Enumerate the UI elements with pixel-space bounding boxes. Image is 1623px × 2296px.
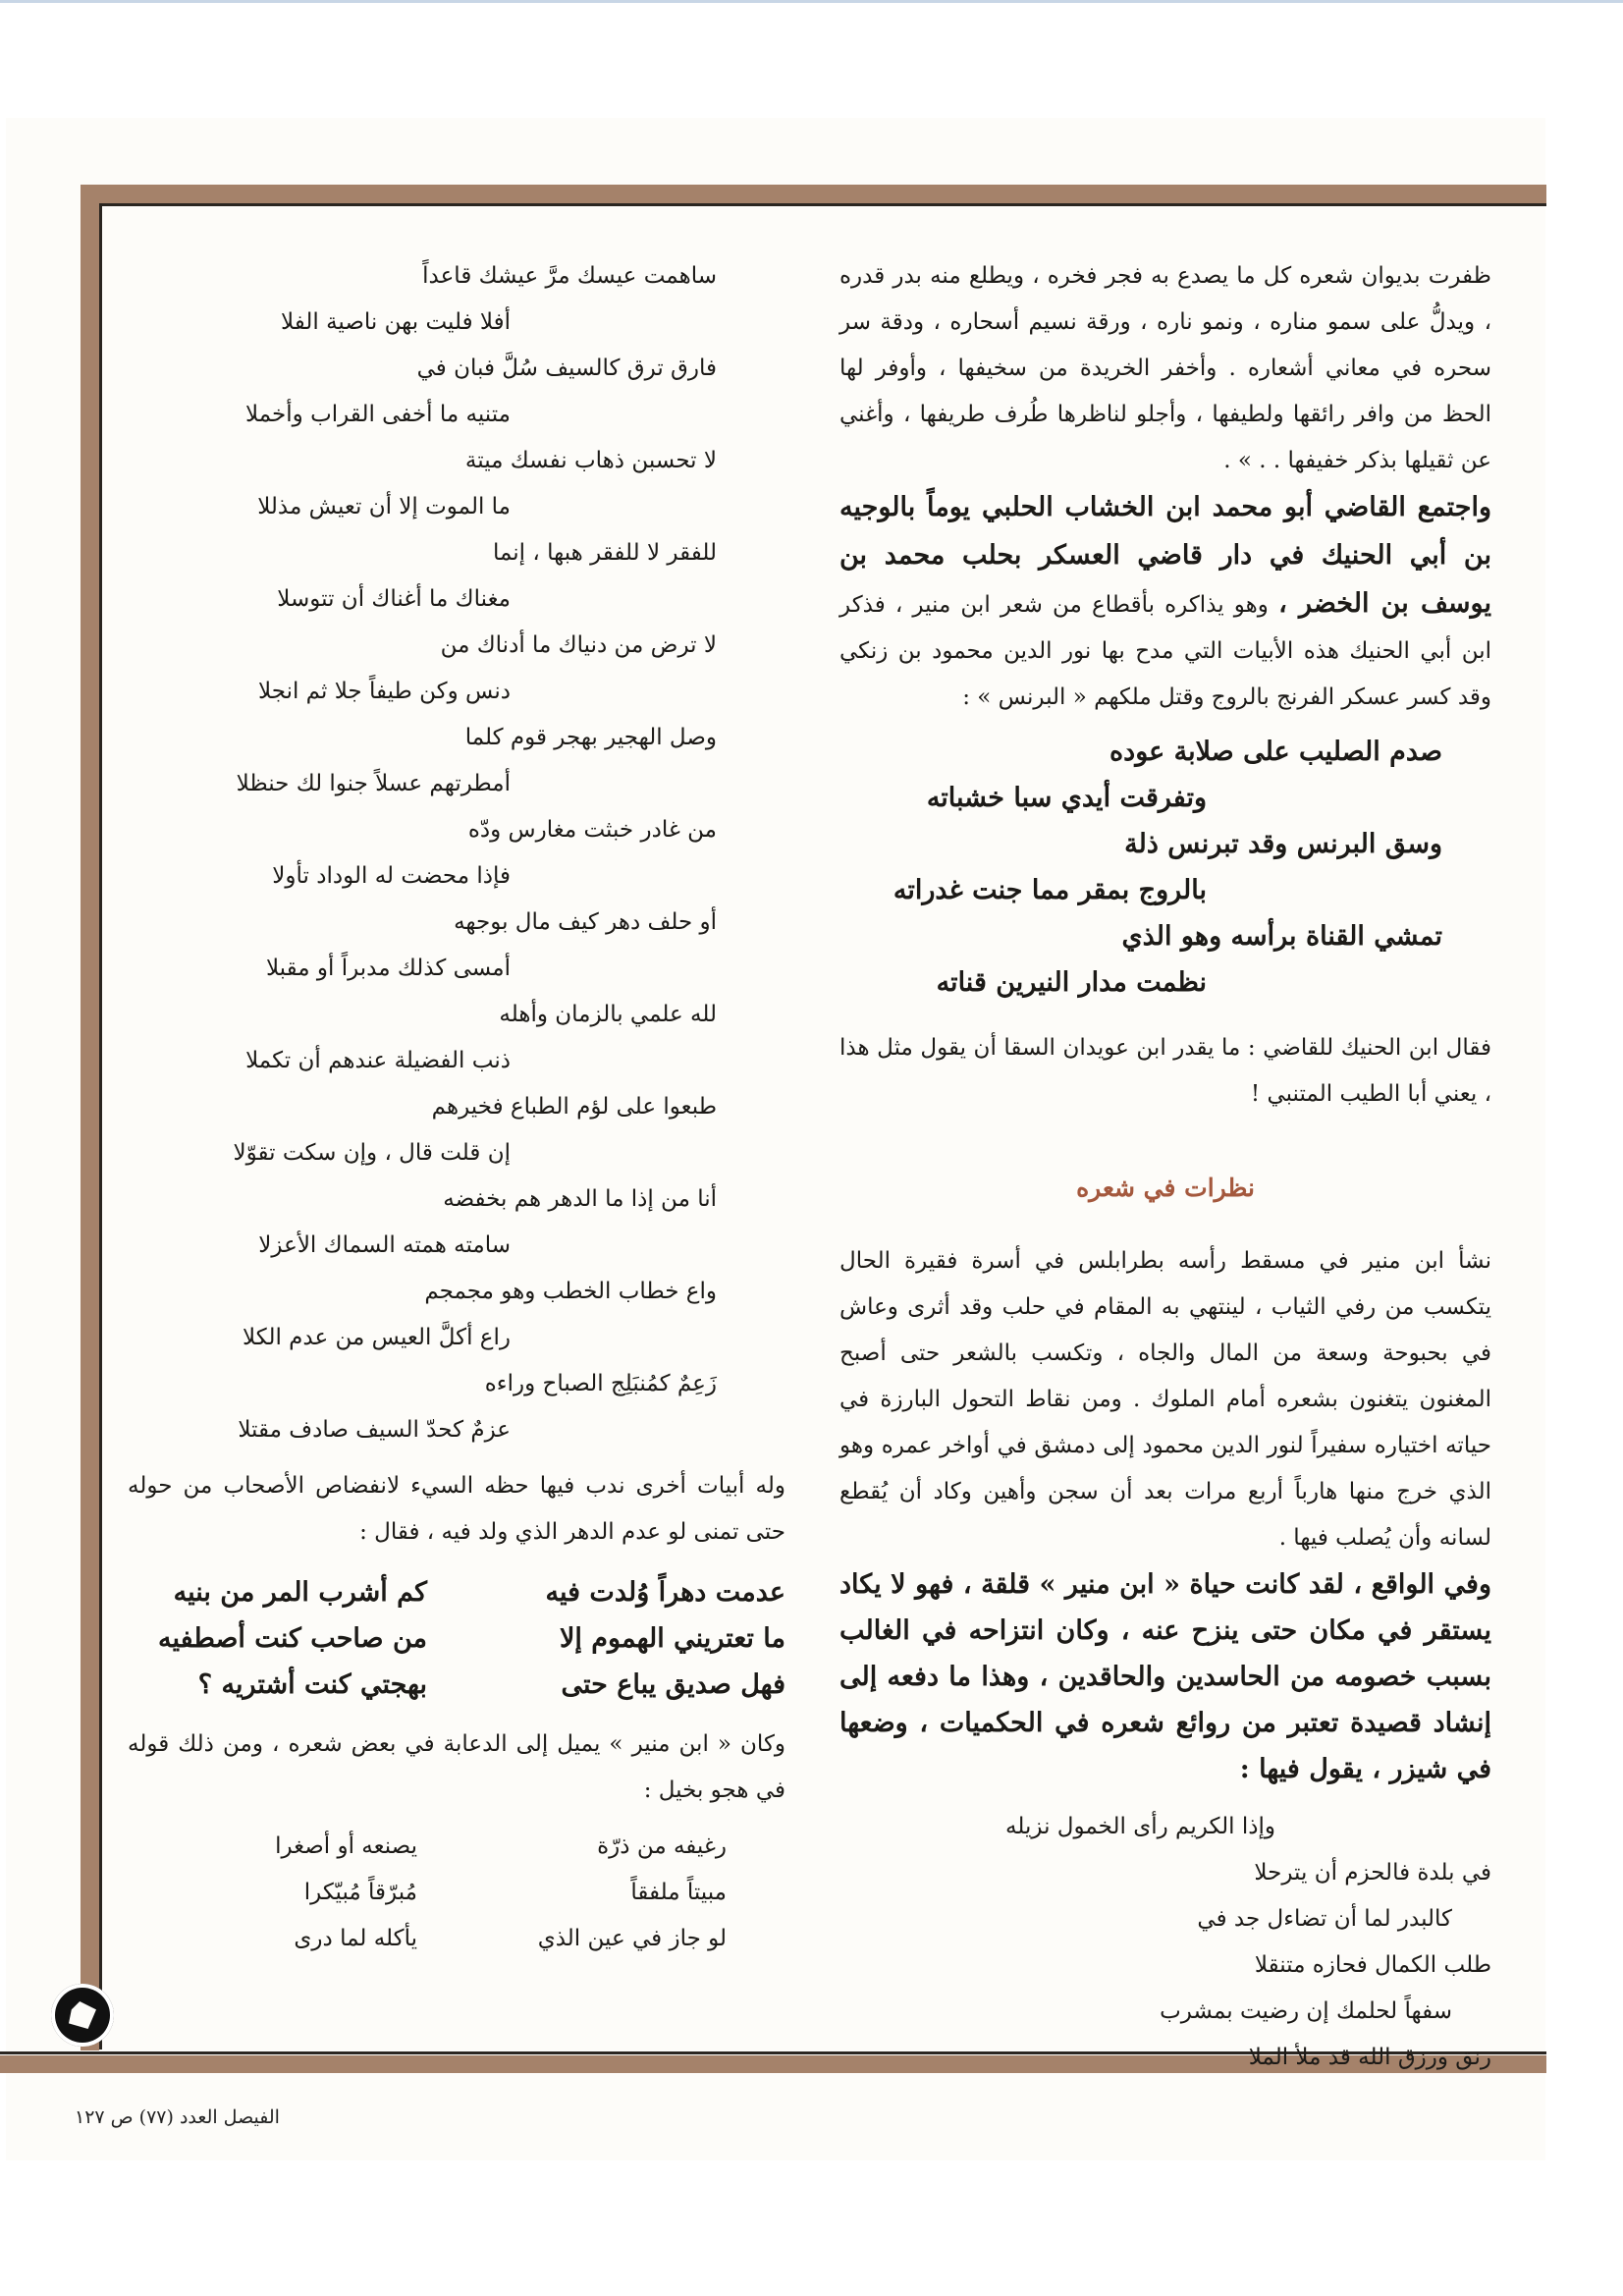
scan-top-edge [0,0,1623,3]
verse-line: عدمت دهراً وُلدت فيه [545,1577,785,1608]
verse-line: من صاحب كنت أصطفيه [158,1623,427,1654]
verse-line: طبعوا على لؤم الطباع فخيرهم [431,1094,717,1120]
verse-line: للفقر لا للفقر هبها ، إنما [492,540,717,566]
life-paragraph: نشأ ابن منير في مسقط رأسه بطرابلس في أسرة فقيرة الحال يتكسب من رفي الثياب ، لينتهي به المقام في حلب وقد أثرى وعاش في بحبوحة وسعة من المال والجاه ، وتكسب بالشعر حتى أصبح المغنون يتغنون بشعره أمام الملوك . ومن نقاط التحول البارزة في حياته اختياره سفيراً لنور الدين محمود إلى دمشق في أواخر عمره وهو الذي خرج منها هارباً أربع مرات بعد أن سجن وأهين وكاد أن يُقطع لسانه وأن يُصلب فيها . [839,1248,1491,1551]
page-frame-inner-top [99,203,1546,206]
page-footer: الفيصل العدد (٧٧) ص ١٢٧ [75,2106,280,2128]
verse-line: وإذا الكريم رأى الخمول نزيله [1005,1814,1275,1839]
verse-line: من غادر خبثت مغارس ودّه [467,817,717,843]
verse-line: مُبرّقاً مُبيّكرا [303,1880,417,1905]
poem-shayzar-continued [128,253,785,1453]
verse-line: زَعِمٌ كمُنبَلِج الصباح وراءه [484,1371,717,1396]
humor-intro: وكان « ابن منير » يميل إلى الدعابة في بعض شعره ، ومن ذلك قوله في هجو بخيل : [128,1731,785,1803]
reality-paragraph: وفي الواقع ، لقد كانت حياة « ابن منير » قلقة ، فهو لا يكاد يستقر في مكان حتى ينزح عنه ، وكان انتزاحه في الغالب بسبب خصومه من الحاسدين والحاقدين ، وهذا ما دفعه إلى إنشاد قصيدة تعتبر من روائع شعره في الحكميات ، وضعها في شيزر ، يقول فيها : [839,1569,1491,1784]
section-heading: نظرات في شعره [1076,1174,1255,1202]
other-verses-intro: وله أبيات أخرى ندب فيها حظه السيء لانفضاص الأصحاب من حوله حتى تمنى لو عدم الدهر الذي ولد فيه ، فقال : [128,1473,785,1545]
verse-line: عزمٌ كحدّ السيف صادف مقتلا [238,1417,511,1443]
meeting-bold: واجتمع القاضي أبو محمد ابن الخشاب الحلبي يوماً بالوجيه بن أبي الحنيك في دار قاضي العسكر بحلب محمد بن يوسف بن الخضر ، [839,492,1492,619]
verse-line: ما تعتريني الهموم إلا [560,1623,785,1654]
verse-line: دنس وكن طيفاً جلا ثم انجلا [258,679,511,704]
poem-miser [187,1824,727,1962]
qadi-reply: فقال ابن الحنيك للقاضي : ما يقدر ابن عويدان السقا أن يقول مثل هذا ، يعني أبا الطيب المتنبي ! [839,1035,1491,1107]
verse-line: رغيفه من ذرّة [597,1833,727,1859]
verse-line: صدم الصليب على صلابة عوده [1109,737,1442,767]
page-corner-emblem-icon [51,1984,114,2047]
verse-line: ذنب الفضيلة عندهم أن تكملا [245,1048,511,1073]
verse-line: لله علمي بالزمان وأهله [499,1002,717,1027]
verse-line: أفلا فليت بهن ناصية الفلا [281,309,511,335]
verse-line: راع أكلَّ العيس من عدم الكلا [243,1325,511,1350]
verse-line: فارق ترق كالسيف سُلَّ فبان في [416,355,717,381]
verse-line: أمسى كذلك مدبراً أو مقبلا [265,956,511,981]
intro-paragraph: ظفرت بديوان شعره كل ما يصدع به فجر فخره ، ويطلع منه بدر قدره ، ويدلُّ على سمو مناره ، ونمو ناره ، ورقة نسيم أسحاره ، ودقة سر سحره في معاني أشعاره . وأخفر الخريدة من سخيفها ، وأوفر لها الحظ من وافر رائقها ولطيفها ، وأجلو لناظرها طُرف طريفها ، وأغني عن ثقيلها بذكر خفيفها . . » . [839,263,1491,473]
verse-line: يصنعه أو أصغرا [275,1833,417,1859]
page-frame-inner-left [99,203,102,2050]
verse-line: بالروج بمقر مما جنت غدراته [893,875,1207,905]
verse-line: أو حلف دهر كيف مال بوجهه [454,909,717,935]
verse-line: مغناك ما أغناك أن تتوسلا [277,586,511,612]
verse-line: وتفرقت أيدي سبا خشباته [926,783,1207,813]
verse-line: نظمت مدار النيرين قناته [936,967,1207,998]
verse-line: واع خطاب الخطب وهو مجمجم [424,1279,717,1304]
verse-line: سفهاً لحلمك إن رضيت بمشرب [1160,1998,1452,2024]
verse-line: ساهمت عيسك مرَّ عيشك قاعداً [422,263,717,289]
verse-line: فإذا محضت له الوداد تأولا [272,863,511,889]
verse-line: كالبدر لما أن تضاءل جد في [1197,1906,1452,1932]
verse-line: لا تحسبن ذهاب نفسك ميتة [464,448,717,473]
verse-line: فهل صديق يباع حتى [561,1669,785,1700]
verse-line: في بلدة فالحزم أن يترحلا [1254,1860,1491,1886]
verse-line: إن قلت قال ، وإن سكت تقوّلا [233,1140,511,1166]
poem-shayzar [839,1804,1491,2081]
verse-line: ما الموت إلا أن تعيش مذللا [257,494,511,519]
verse-line: رنق ورزق الله قد ملأ الملا [1248,2045,1491,2070]
verse-line: كم أشرب المر من بنيه [173,1577,427,1608]
verse-line: سامته همته السماك الأعزلا [258,1232,511,1258]
verse-line: لا ترض من دنياك ما أدناك من [440,632,717,658]
verse-line: أنا من إذا ما الدهر هم بخفضه [443,1186,717,1212]
verse-line: متنيه ما أخفى القراب وأخملا [245,402,511,427]
verse-line: يأكله لما درى [294,1926,417,1951]
right-column [839,253,1491,2085]
verse-line: بهجتي كنت أشتريه ؟ [197,1669,427,1700]
meeting-rest: وهو يذاكره بأقطاع من شعر ابن منير ، فذكر ابن أبي الحنيك هذه الأبيات التي مدح بها نور الدين محمود بن زنكي وقد كسر عسكر الفرنج بالروج وقتل ملكهم « البرنس » : [839,592,1491,710]
verse-line: طلب الكمال فحازه متنقلا [1254,1952,1491,1978]
verse-line: تمشي القناة برأسه وهو الذي [1121,921,1442,952]
verse-line: لو جاز في عين الذي [537,1926,727,1951]
poem-bad-luck [128,1569,785,1708]
page-frame-left [81,185,99,2050]
verse-line: وسق البرنس وقد تبرنس ذلة [1124,829,1442,859]
verse-line: مبيتاً ملفقاً [630,1880,727,1905]
meeting-paragraph [839,484,1491,721]
poem-nur-al-din [839,729,1491,1006]
verse-line: وصل الهجير بهجر قوم كلما [464,725,717,750]
page-frame-top [81,185,1546,203]
left-column [128,253,785,1962]
verse-line: أمطرتهم عسلاً جنوا لك حنظلا [236,771,511,796]
